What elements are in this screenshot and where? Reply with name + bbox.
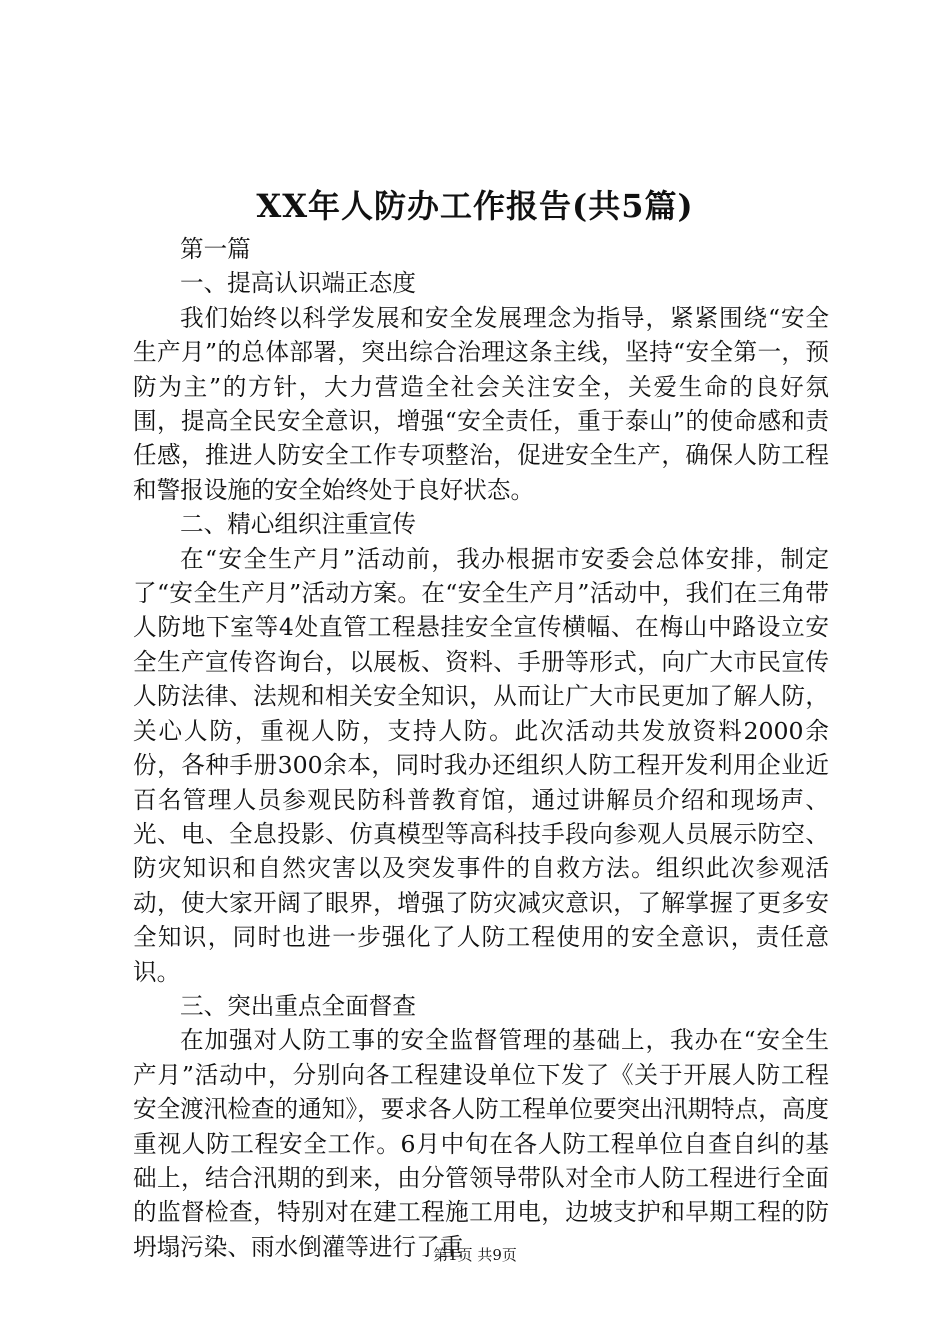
paragraph-1: 我们始终以科学发展和安全发展理念为指导，紧紧围绕“安全生产月”的总体部署，突出综合治理这条主线，坚持“安全第一，预防为主”的方针，大力营造全社会关注安全，关爱生命的良好氛围，提高全民安全意识，增强“安全责任，重于泰山”的使命感和责任感，推进人防安全工作专项整治，促进安全生产，确保人防工程和警报设施的安全始终处于良好状态。 [133, 303, 829, 504]
heading-2: 二、精心组织注重宣传 [180, 510, 416, 539]
paragraph-2: 在“安全生产月”活动前，我办根据市安委会总体安排，制定了“安全生产月”活动方案。在“安全生产月”活动中，我们在三角带人防地下室等4处直管工程悬挂安全宣传横幅、在梅山中路设立安全生产宣传咨询台，以展板、资料、手册等形式，向广大市民宣传人防法律、法规和相关安全知识，从而让广大市民更加了解人防，关心人防，重视人防，支持人防。此次活动共发放资料2000余份，各种手册300余本，同时我办还组织人防工程开发利用企业近百名管理人员参观民防科普教育馆，通过讲解员介绍和现场声、光、电、全息投影、仿真模型等高科技手段向参观人员展示防空、防灾知识和自然灾害以及突发事件的自救方法。组织此次参观活动，使大家开阔了眼界，增强了防灾减灾意识，了解掌握了更多安全知识，同时也进一步强化了人防工程使用的安全意识，责任意识。 [133, 544, 829, 986]
section-label: 第一篇 [180, 235, 251, 263]
heading-1: 一、提高认识端正态度 [180, 269, 416, 298]
heading-3: 三、突出重点全面督查 [180, 991, 416, 1020]
document-body [133, 232, 829, 1264]
document-title: XX年人防办工作报告(共5篇) [256, 187, 694, 225]
paragraph-3: 在加强对人防工事的安全监督管理的基础上，我办在“安全生产月”活动中，分别向各工程建设单位下发了《关于开展人防工程安全渡汛检查的通知》，要求各人防工程单位要突出汛期特点，高度重视人防工程安全工作。6月中旬在各人防工程单位自查自纠的基础上，结合汛期的到来，由分管领导带队对全市人防工程进行全面的监督检查，特别对在建工程施工用电，边坡支护和早期工程的防坍塌污染、雨水倒灌等进行了重 [133, 1026, 830, 1261]
page-footer: 第1页 共9页 [433, 1246, 517, 1264]
